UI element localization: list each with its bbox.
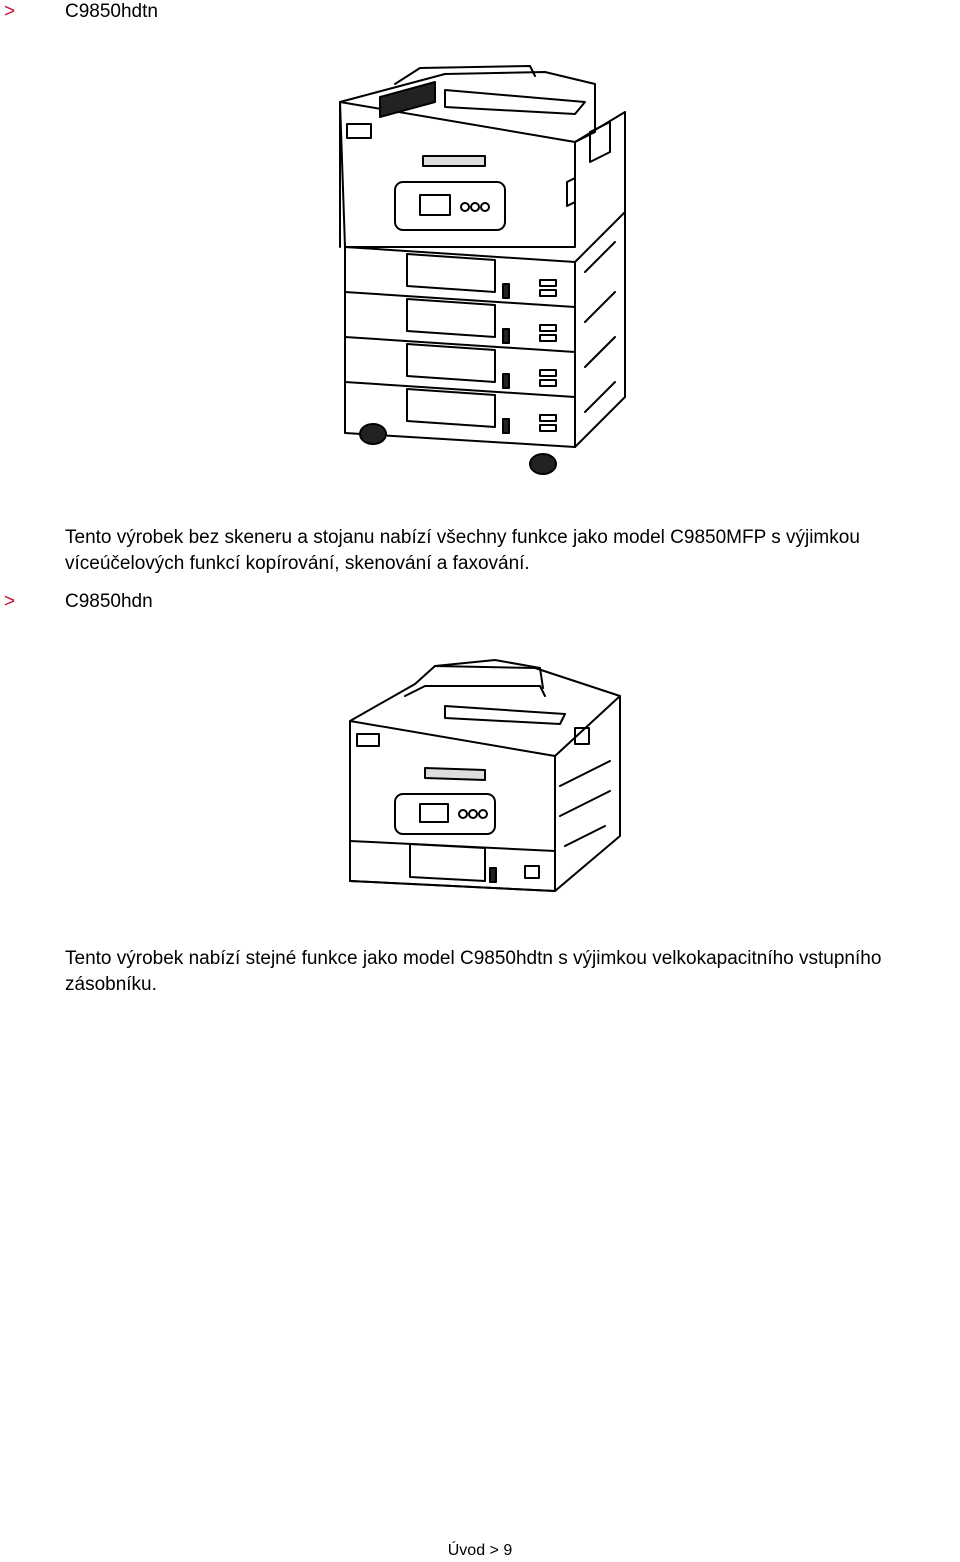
footer-separator: > xyxy=(489,1542,499,1559)
section-title: C9850hdtn xyxy=(65,1,158,22)
section-marker: > xyxy=(4,1,16,22)
printer-with-single-tray-icon xyxy=(345,656,630,898)
section-description: Tento výrobek nabízí stejné funkce jako model C9850hdtn s výjimkou velkokapacitního vstupního zásobníku. xyxy=(65,948,882,995)
footer-section: Úvod xyxy=(447,1542,486,1559)
section-marker: > xyxy=(4,591,16,612)
section-description: Tento výrobek bez skeneru a stojanu nabízí všechny funkce jako model C9850MFP s výjimkou víceúčelových funkcí kopírování, skenování a faxování. xyxy=(65,527,860,574)
section-title: C9850hdn xyxy=(65,591,153,612)
page-number: 9 xyxy=(503,1542,513,1559)
page-footer xyxy=(0,1541,960,1561)
printer-with-four-trays-icon xyxy=(335,62,635,480)
